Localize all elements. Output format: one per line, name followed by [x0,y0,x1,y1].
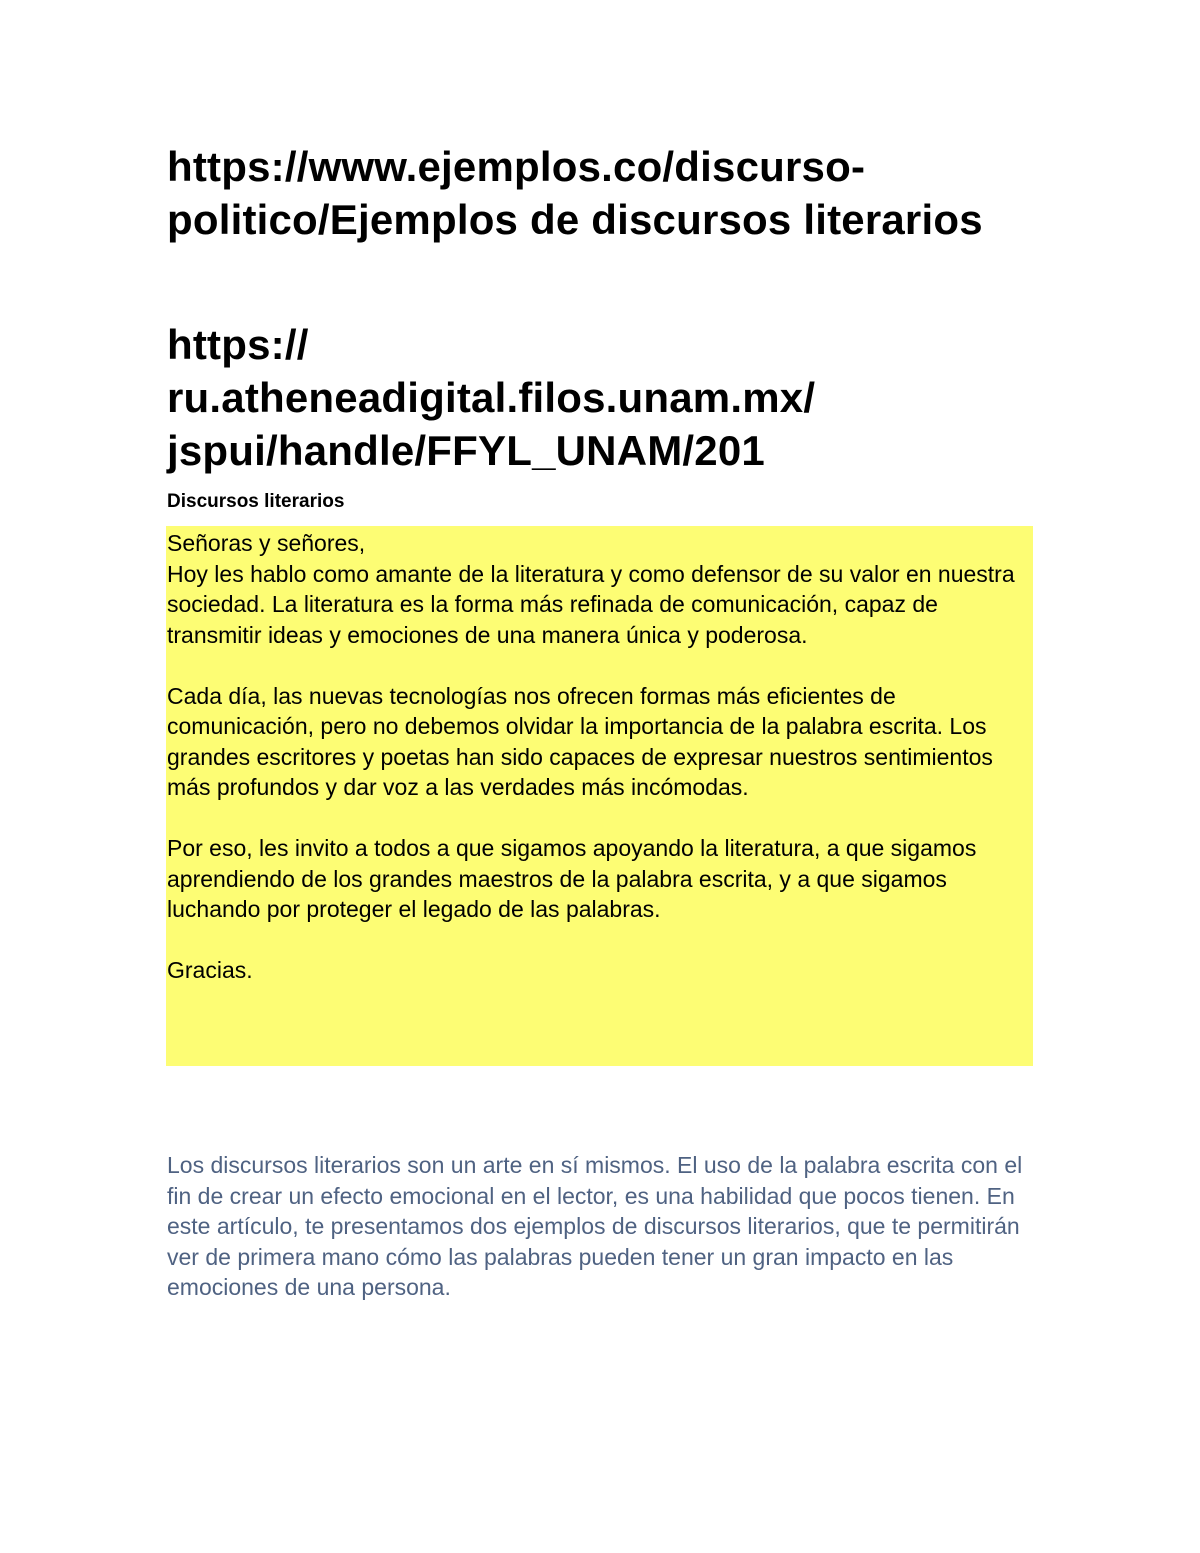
speech-paragraph-3: Por eso, les invito a todos a que sigamos apoyando la literatura, a que sigamos aprendiendo de los grandes maestros de la palabra escrita, y a que sigamos luchando por proteger el legado de las palabras. [167,835,977,922]
speech-closing: Gracias. [167,957,253,983]
source-link-athenea[interactable] [167,318,1027,477]
speech-greeting: Señoras y señores, [167,530,366,556]
source-link-athenea-line-2: ru.atheneadigital.filos.unam.mx/ [167,374,816,421]
highlighted-speech [166,526,1033,1066]
intro-paragraph: Los discursos literarios son un arte en sí mismos. El uso de la palabra escrita con el fin de crear un efecto emocional en el lector, es una habilidad que pocos tienen. En este artículo, te presentamos dos ejemplos de discursos literarios, que te permitirán ver de primera mano cómo las palabras pueden tener un gran impacto en las emociones de una persona. [167,1152,1023,1300]
source-link-athenea-line-3: jspui/handle/FFYL_UNAM/201 [167,427,765,474]
source-link-ejemplos[interactable]: https://www.ejemplos.co/discurso-politico/Ejemplos de discursos literarios [167,143,983,243]
paragraph-spacer [167,650,1031,681]
speech-paragraph-2: Cada día, las nuevas tecnologías nos ofrecen formas más eficientes de comunicación, pero no debemos olvidar la importancia de la palabra escrita. Los grandes escritores y poetas han sido capaces de expresar nuestros sentimientos más profundos y dar voz a las verdades más incómodas. [167,682,993,800]
paragraph-spacer [167,925,1031,956]
paragraph-spacer [167,803,1031,834]
speech-paragraph-1: Hoy les hablo como amante de la literatura y como defensor de su valor en nuestra sociedad. La literatura es la forma más refinada de comunicación, capaz de transmitir ideas y emociones de una manera única y poderosa. [167,560,1015,648]
source-link-athenea-line-1: https:// [167,321,309,368]
section-title: Discursos literarios [167,491,345,512]
